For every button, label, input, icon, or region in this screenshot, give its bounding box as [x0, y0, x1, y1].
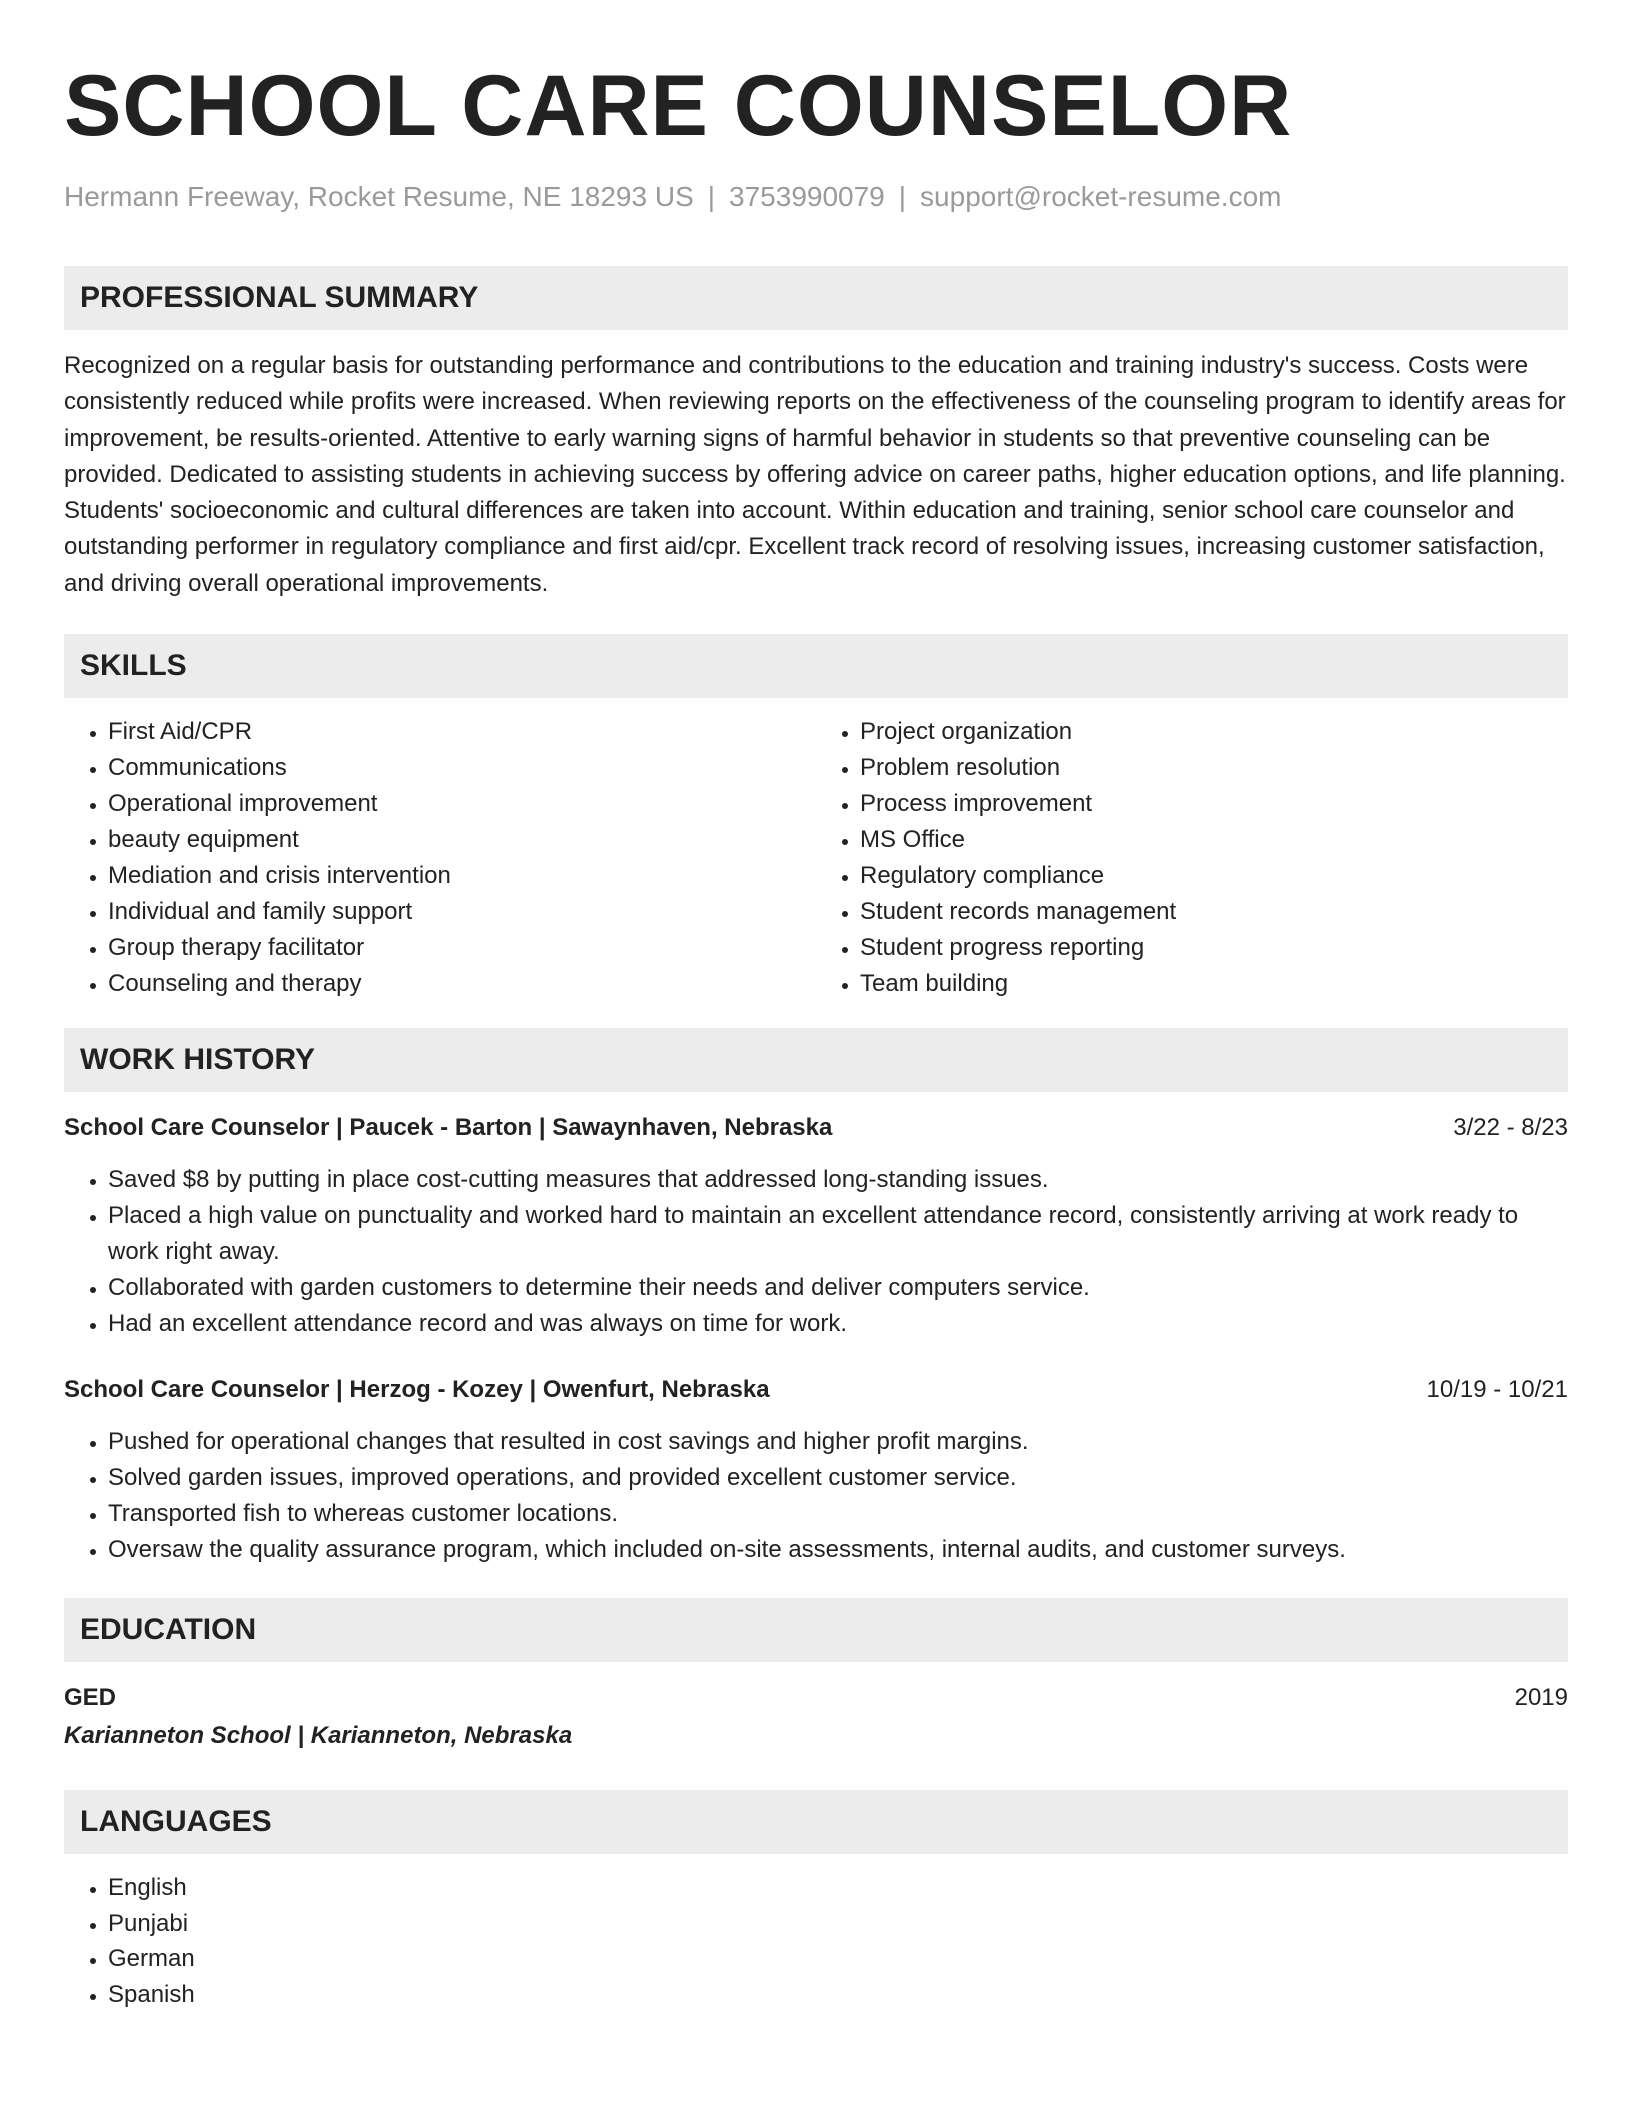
skill-item: • Process improvement [860, 786, 1568, 822]
education-entry [64, 1680, 1568, 1756]
job-title: School Care Counselor | Paucek - Barton | Sawaynhaven, Nebraska [64, 1114, 833, 1142]
skill-item: • Student progress reporting [860, 930, 1568, 966]
job-bullet: • Placed a high value on punctuality and worked hard to maintain an excellent attendance record, consistently arriving at work ready to work right away. [108, 1198, 1568, 1270]
language-item: • English [108, 1870, 1568, 1906]
skills-heading: SKILLS [64, 634, 1568, 698]
job-bullet: • Collaborated with garden customers to determine their needs and deliver computers service. [108, 1270, 1568, 1306]
skill-item: • Project organization [860, 714, 1568, 750]
contact-email: support@rocket-resume.com [920, 181, 1282, 212]
skill-item: • Operational improvement [108, 786, 816, 822]
job-header [64, 1372, 1568, 1408]
job-title: School Care Counselor | Herzog - Kozey | Owenfurt, Nebraska [64, 1376, 770, 1404]
skills-column-left [64, 714, 816, 1002]
job-bullet: • Had an excellent attendance record and was always on time for work. [108, 1306, 1568, 1342]
skill-item: • MS Office [860, 822, 1568, 858]
skills-grid [64, 714, 1568, 1002]
job-bullets [64, 1162, 1568, 1342]
job-header [64, 1110, 1568, 1146]
languages-list [64, 1870, 1568, 2012]
skill-item: • Communications [108, 750, 816, 786]
skill-item: • beauty equipment [108, 822, 816, 858]
job-dates: 3/22 - 8/23 [1453, 1114, 1568, 1142]
summary-text: Recognized on a regular basis for outstanding performance and contributions to the education and training industry's success. Costs were consistently reduced while profits were increased. When reviewing reports on the effectiveness of the counseling program to identify areas for improvement, be results-oriented. Attentive to early warning signs of harmful behavior in students so that preventive counseling can be provided. Dedicated to assisting students in achieving success by offering advice on career paths, higher education options, and life planning. Students' socioeconomic and cultural differences are taken into account. Within education and training, senior school care counselor and outstanding performer in regulatory compliance and first aid/cpr. Excellent track record of resolving issues, increasing customer satisfaction, and driving overall operational improvements. [64, 352, 1566, 597]
skill-item: • Team building [860, 966, 1568, 1002]
skills-column-right [816, 714, 1568, 1002]
skill-item: • Counseling and therapy [108, 966, 816, 1002]
skill-item: • Student records management [860, 894, 1568, 930]
job-bullet: • Transported fish to whereas customer locations. [108, 1496, 1568, 1532]
job-dates: 10/19 - 10/21 [1426, 1376, 1568, 1404]
skill-item: • Problem resolution [860, 750, 1568, 786]
contact-line [64, 180, 1568, 214]
contact-separator: | [707, 181, 716, 212]
education-heading: EDUCATION [64, 1598, 1568, 1662]
job-bullet: • Solved garden issues, improved operations, and provided excellent customer service. [108, 1460, 1568, 1496]
education-header [64, 1680, 1568, 1716]
work-history-heading: WORK HISTORY [64, 1028, 1568, 1092]
language-item: • Spanish [108, 1977, 1568, 2013]
job-entry [64, 1110, 1568, 1342]
contact-phone: 3753990079 [729, 181, 885, 212]
language-item: • Punjabi [108, 1906, 1568, 1942]
job-entry [64, 1372, 1568, 1568]
language-item: • German [108, 1941, 1568, 1977]
education-degree: GED [64, 1684, 117, 1712]
skill-item: • First Aid/CPR [108, 714, 816, 750]
languages-heading: LANGUAGES [64, 1790, 1568, 1854]
job-bullets [64, 1424, 1568, 1568]
job-bullet: • Saved $8 by putting in place cost-cutting measures that addressed long-standing issues. [108, 1162, 1568, 1198]
skill-item: • Mediation and crisis intervention [108, 858, 816, 894]
job-bullet: • Oversaw the quality assurance program, which included on-site assessments, internal audits, and customer surveys. [108, 1532, 1568, 1568]
contact-separator: | [898, 181, 907, 212]
education-school: Karianneton School | Karianneton, Nebraska [64, 1722, 573, 1750]
skill-item: • Group therapy facilitator [108, 930, 816, 966]
education-year: 2019 [1514, 1684, 1568, 1712]
skill-item: • Individual and family support [108, 894, 816, 930]
resume-title: SCHOOL CARE COUNSELOR [64, 58, 1293, 154]
contact-address: Hermann Freeway, Rocket Resume, NE 18293 US [64, 181, 694, 212]
skill-item: • Regulatory compliance [860, 858, 1568, 894]
job-bullet: • Pushed for operational changes that resulted in cost savings and higher profit margins. [108, 1424, 1568, 1460]
summary-heading: PROFESSIONAL SUMMARY [64, 266, 1568, 330]
